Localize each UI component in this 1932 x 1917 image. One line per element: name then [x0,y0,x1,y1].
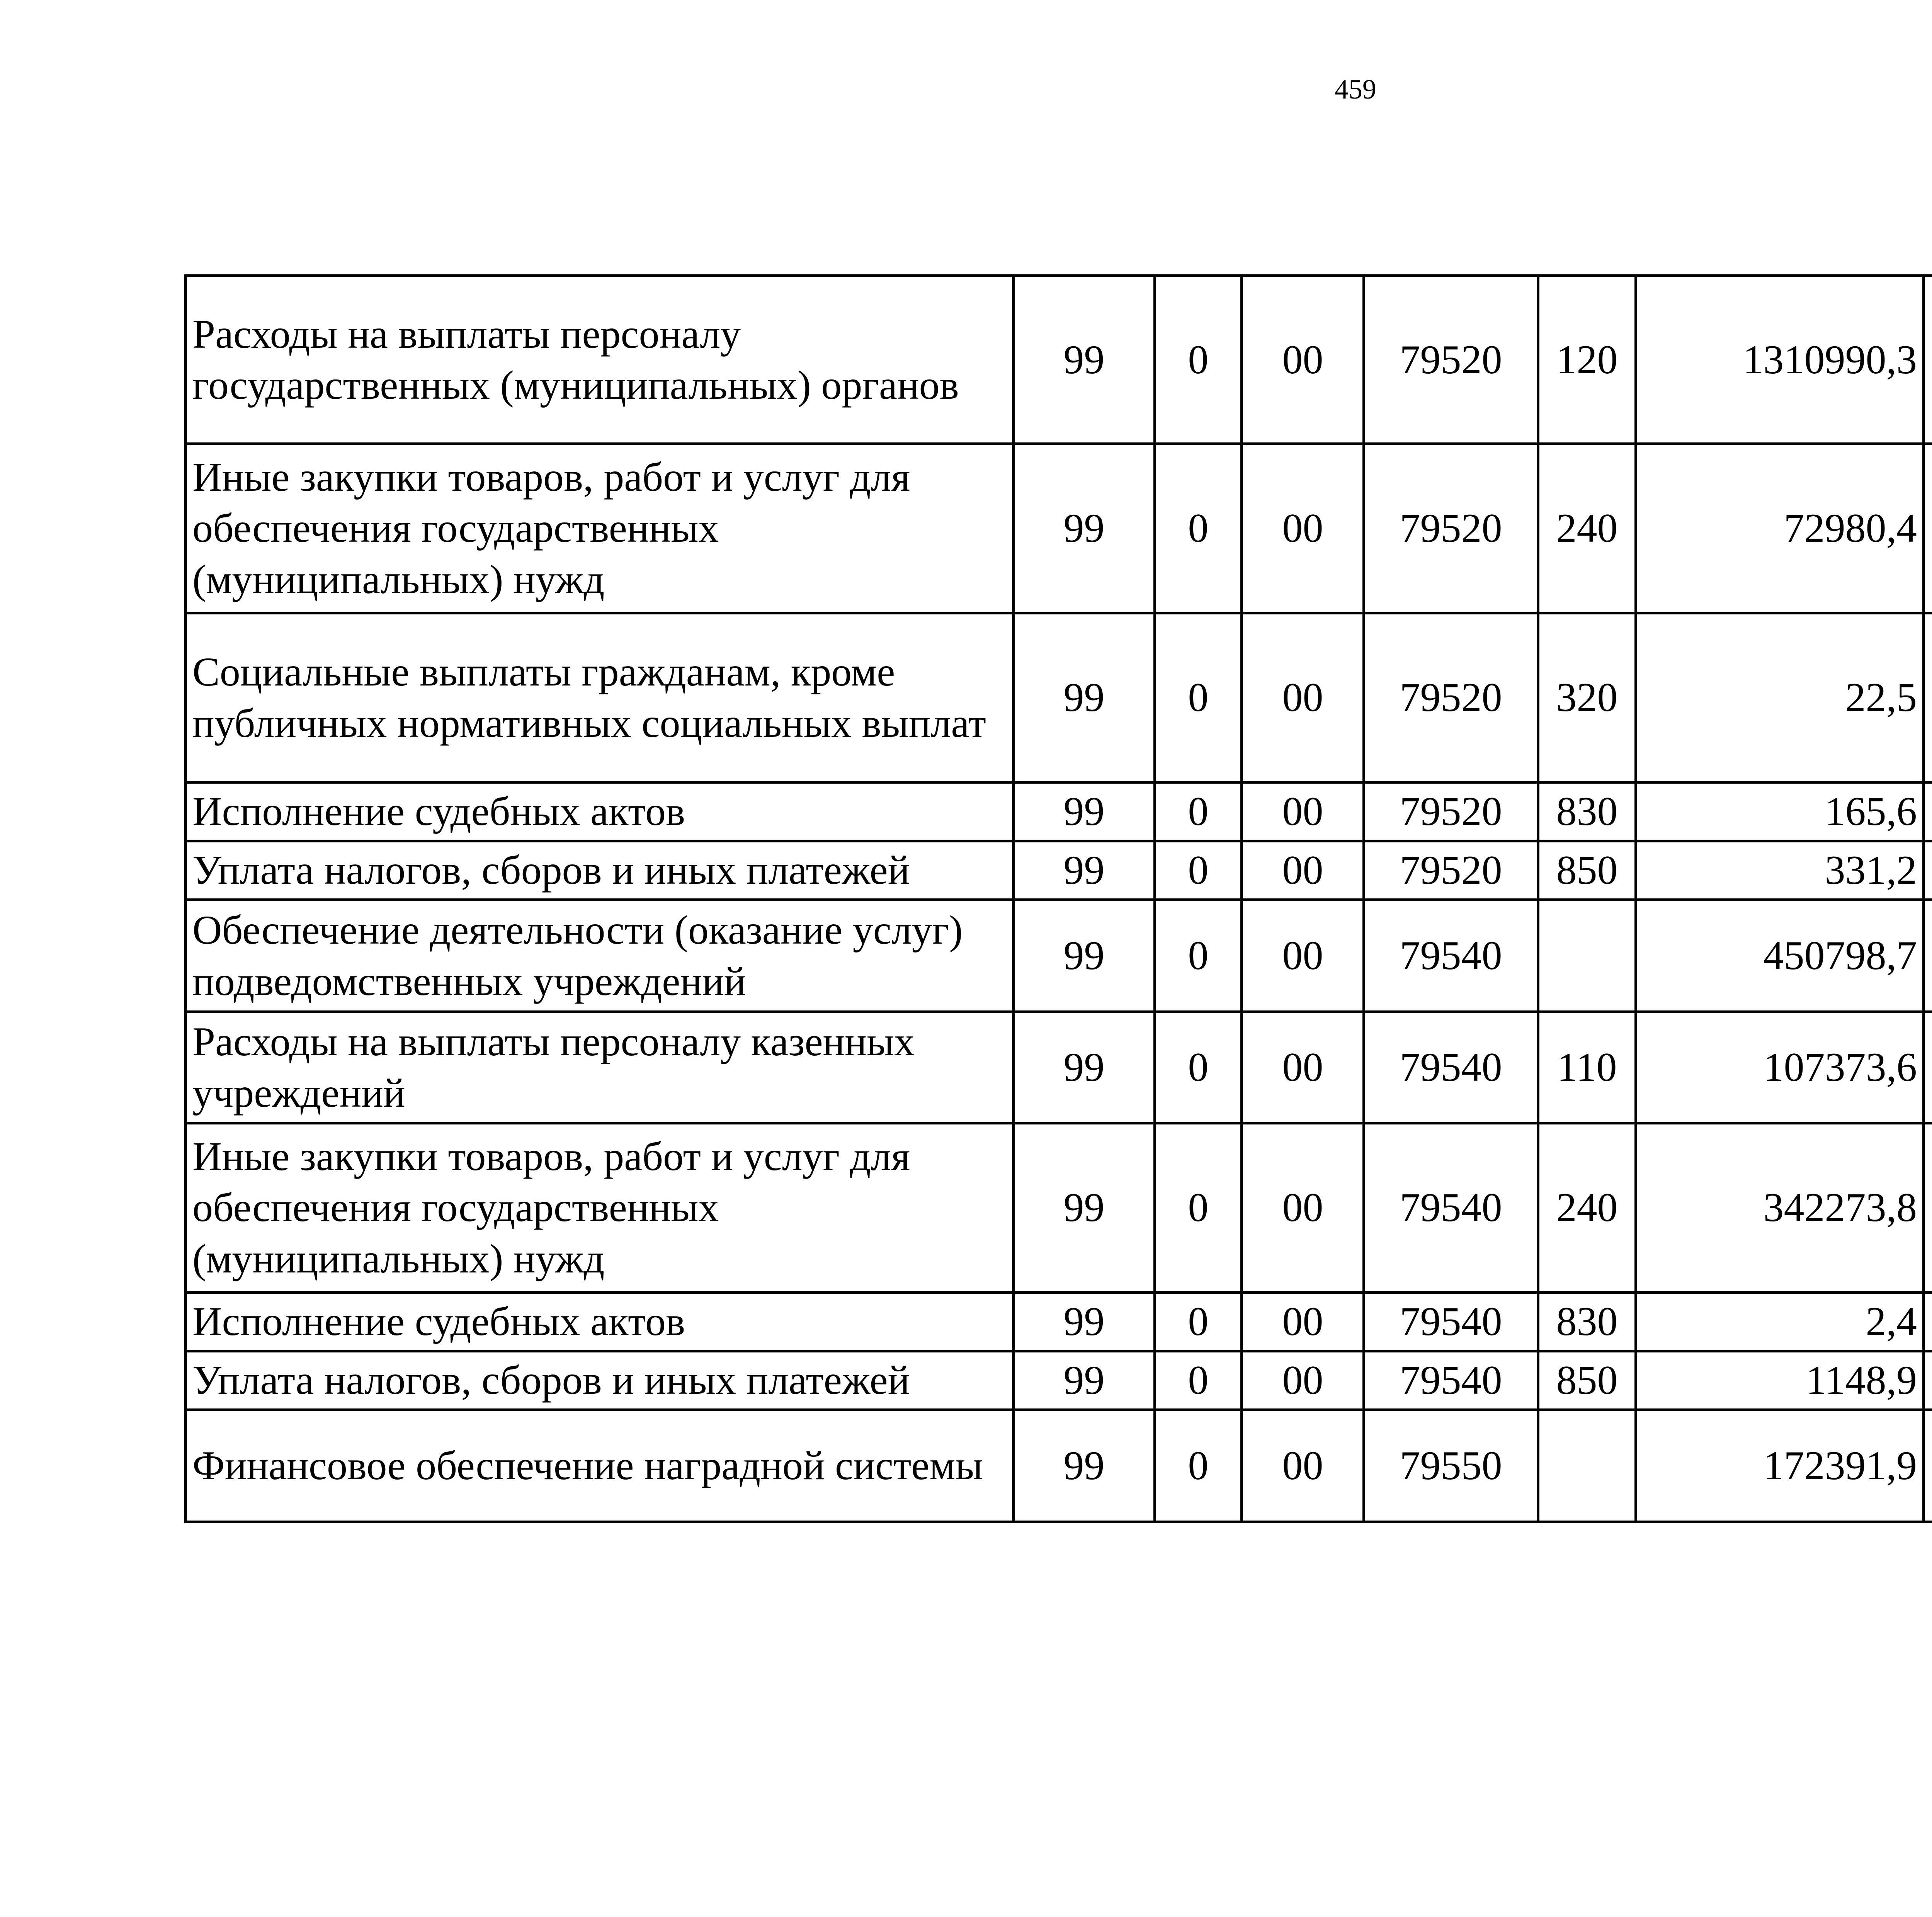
value-col-2 [1924,1351,1932,1410]
code-col-1: 99 [1014,1293,1155,1351]
code-col-2: 0 [1155,1351,1242,1410]
value-col-2 [1924,444,1932,613]
row-name: Иные закупки товаров, работ и услуг для обеспечения государственных (муниципальных) нужд [186,444,1014,613]
row-name: Расходы на выплаты персоналу казенных учреждений [186,1012,1014,1123]
code-col-4: 79520 [1364,782,1538,841]
table-row [186,1123,1932,1293]
value-col-2 [1924,1410,1932,1522]
value-col-2 [1924,1012,1932,1123]
code-col-5: 240 [1538,444,1636,613]
code-col-2: 0 [1155,1123,1242,1293]
code-col-1: 99 [1014,444,1155,613]
row-name: Уплата налогов, сборов и иных платежей [186,841,1014,900]
value-col-1: 22,5 [1636,613,1924,782]
code-col-4: 79540 [1364,1351,1538,1410]
code-col-2: 0 [1155,1012,1242,1123]
value-col-2 [1924,1123,1932,1293]
code-col-3: 00 [1242,613,1364,782]
code-col-5: 240 [1538,1123,1636,1293]
table-row [186,841,1932,900]
table-row [186,900,1932,1012]
table-row [186,1410,1932,1522]
value-col-1: 1310990,3 [1636,276,1924,444]
value-col-2 [1924,900,1932,1012]
code-col-5: 850 [1538,1351,1636,1410]
row-name: Уплата налогов, сборов и иных платежей [186,1351,1014,1410]
code-col-3: 00 [1242,1351,1364,1410]
code-col-4: 79540 [1364,1123,1538,1293]
code-col-4: 79540 [1364,1293,1538,1351]
table-row [186,276,1932,444]
code-col-5 [1538,1410,1636,1522]
code-col-5: 110 [1538,1012,1636,1123]
code-col-5: 120 [1538,276,1636,444]
code-col-4: 79520 [1364,613,1538,782]
code-col-5: 850 [1538,841,1636,900]
code-col-3: 00 [1242,1012,1364,1123]
budget-table [184,274,1932,1523]
table-row [186,782,1932,841]
code-col-1: 99 [1014,1410,1155,1522]
row-name: Финансовое обеспечение наградной системы [186,1410,1014,1522]
row-name: Социальные выплаты гражданам, кроме публичных нормативных социальных выплат [186,613,1014,782]
code-col-1: 99 [1014,1351,1155,1410]
code-col-4: 79520 [1364,276,1538,444]
page-number: 459 [1335,74,1376,105]
code-col-4: 79520 [1364,841,1538,900]
code-col-2: 0 [1155,782,1242,841]
code-col-3: 00 [1242,276,1364,444]
value-col-1: 2,4 [1636,1293,1924,1351]
value-col-2 [1924,1293,1932,1351]
table-row [186,1012,1932,1123]
code-col-4: 79540 [1364,1012,1538,1123]
value-col-2 [1924,782,1932,841]
code-col-3: 00 [1242,1410,1364,1522]
code-col-5: 320 [1538,613,1636,782]
code-col-2: 0 [1155,613,1242,782]
value-col-1: 172391,9 [1636,1410,1924,1522]
code-col-4: 79540 [1364,900,1538,1012]
table-row [186,1293,1932,1351]
code-col-3: 00 [1242,1123,1364,1293]
code-col-1: 99 [1014,1123,1155,1293]
value-col-1: 1148,9 [1636,1351,1924,1410]
code-col-3: 00 [1242,841,1364,900]
value-col-1: 450798,7 [1636,900,1924,1012]
code-col-1: 99 [1014,900,1155,1012]
table-body [186,276,1932,1522]
value-col-1: 107373,6 [1636,1012,1924,1123]
code-col-2: 0 [1155,1410,1242,1522]
code-col-5 [1538,900,1636,1012]
value-col-1: 165,6 [1636,782,1924,841]
row-name: Иные закупки товаров, работ и услуг для обеспечения государственных (муниципальных) нужд [186,1123,1014,1293]
code-col-5: 830 [1538,1293,1636,1351]
code-col-1: 99 [1014,782,1155,841]
code-col-3: 00 [1242,1293,1364,1351]
table-row [186,1351,1932,1410]
row-name: Расходы на выплаты персоналу государственных (муниципальных) органов [186,276,1014,444]
code-col-1: 99 [1014,276,1155,444]
value-col-2 [1924,841,1932,900]
table-row [186,613,1932,782]
row-name: Исполнение судебных актов [186,782,1014,841]
row-name: Обеспечение деятельности (оказание услуг) подведомственных учреждений [186,900,1014,1012]
code-col-3: 00 [1242,782,1364,841]
value-col-1: 331,2 [1636,841,1924,900]
code-col-2: 0 [1155,1293,1242,1351]
code-col-1: 99 [1014,613,1155,782]
code-col-4: 79520 [1364,444,1538,613]
code-col-5: 830 [1538,782,1636,841]
row-name: Исполнение судебных актов [186,1293,1014,1351]
code-col-3: 00 [1242,444,1364,613]
code-col-4: 79550 [1364,1410,1538,1522]
table-row [186,444,1932,613]
value-col-2 [1924,613,1932,782]
code-col-3: 00 [1242,900,1364,1012]
value-col-2 [1924,276,1932,444]
code-col-2: 0 [1155,444,1242,613]
code-col-1: 99 [1014,841,1155,900]
code-col-2: 0 [1155,276,1242,444]
code-col-2: 0 [1155,900,1242,1012]
code-col-2: 0 [1155,841,1242,900]
code-col-1: 99 [1014,1012,1155,1123]
value-col-1: 72980,4 [1636,444,1924,613]
value-col-1: 342273,8 [1636,1123,1924,1293]
